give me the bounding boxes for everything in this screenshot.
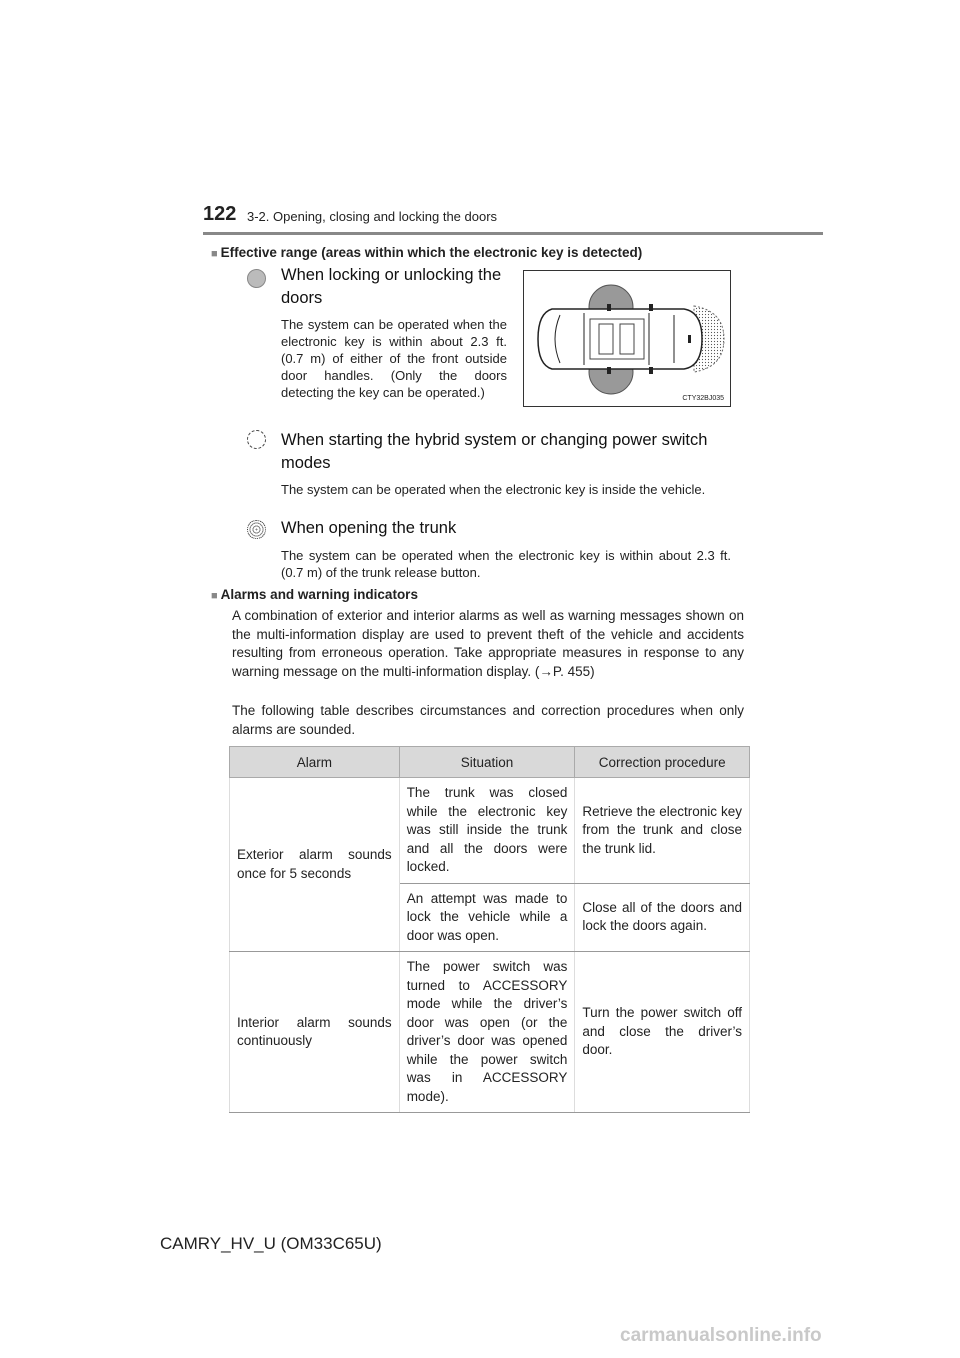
dashed-range-icon bbox=[247, 430, 266, 449]
situation-cell: The trunk was closed while the electronic key was still inside the trunk and all the doors were locked. bbox=[399, 778, 575, 884]
alarms-paragraph: A combination of exterior and interior alarms as well as warning messages shown on the multi-information display are used to prevent theft of the vehicle and accidents resulting from erroneous operation. Take appropriate measures in response to any warning message on the multi-information display. (→P. 455) bbox=[232, 608, 744, 679]
col-header-situation: Situation bbox=[399, 747, 575, 778]
table-row bbox=[230, 952, 750, 1113]
section-title: 3-2. Opening, closing and locking the doors bbox=[247, 209, 498, 224]
model-code: CAMRY_HV_U (OM33C65U) bbox=[160, 1234, 382, 1253]
dotted-range-icon bbox=[247, 520, 266, 539]
key-range-figure bbox=[523, 270, 731, 407]
item3-title: When opening the trunk bbox=[281, 519, 457, 537]
table-header-row bbox=[230, 747, 750, 778]
col-header-correction: Correction procedure bbox=[575, 747, 750, 778]
alarm-cell: Interior alarm sounds continuously bbox=[230, 952, 400, 1113]
effective-range-heading-text: Effective range (areas within which the electronic key is detected) bbox=[220, 245, 643, 260]
item1-title: When locking or unlocking the doors bbox=[281, 266, 502, 307]
alarm-table bbox=[229, 746, 750, 1113]
section-marker: ■ bbox=[211, 590, 218, 602]
header-rule bbox=[203, 232, 823, 235]
effective-range-heading bbox=[211, 245, 642, 260]
car-top-view-icon bbox=[524, 271, 730, 406]
item1-body: The system can be operated when the electronic key is within about 2.3 ft. (0.7 m) of either of the front outside door handles. (Only the doors detecting the key can be operated.) bbox=[281, 317, 507, 400]
item2-title: When starting the hybrid system or changing power switch modes bbox=[281, 431, 708, 472]
page-number: 122 bbox=[203, 203, 237, 225]
table-intro-paragraph: The following table describes circumstances and correction procedures when only alarms are sounded. bbox=[232, 703, 744, 737]
correction-cell: Close all of the doors and lock the doors again. bbox=[575, 883, 750, 952]
item2-body: The system can be operated when the electronic key is inside the vehicle. bbox=[281, 482, 706, 497]
watermark: carmanualsonline.info bbox=[620, 1325, 822, 1346]
solid-range-icon bbox=[247, 269, 266, 288]
table-row bbox=[230, 778, 750, 884]
alarms-heading bbox=[211, 587, 418, 602]
col-header-alarm: Alarm bbox=[230, 747, 400, 778]
item3-body: The system can be operated when the electronic key is within about 2.3 ft. (0.7 m) of the trunk release button. bbox=[281, 548, 731, 580]
alarms-heading-text: Alarms and warning indicators bbox=[220, 587, 418, 602]
alarm-cell: Exterior alarm sounds once for 5 seconds bbox=[230, 778, 400, 952]
situation-cell: The power switch was turned to ACCESSORY mode while the driver’s door was open (or the driver’s door was opened while the power switch was in ACCESSORY mode). bbox=[399, 952, 575, 1113]
situation-cell: An attempt was made to lock the vehicle while a door was open. bbox=[399, 883, 575, 952]
section-marker: ■ bbox=[211, 248, 218, 260]
correction-cell: Retrieve the electronic key from the trunk and close the trunk lid. bbox=[575, 778, 750, 884]
correction-cell: Turn the power switch off and close the driver’s door. bbox=[575, 952, 750, 1113]
figure-code: CTY32BJ035 bbox=[682, 395, 724, 402]
